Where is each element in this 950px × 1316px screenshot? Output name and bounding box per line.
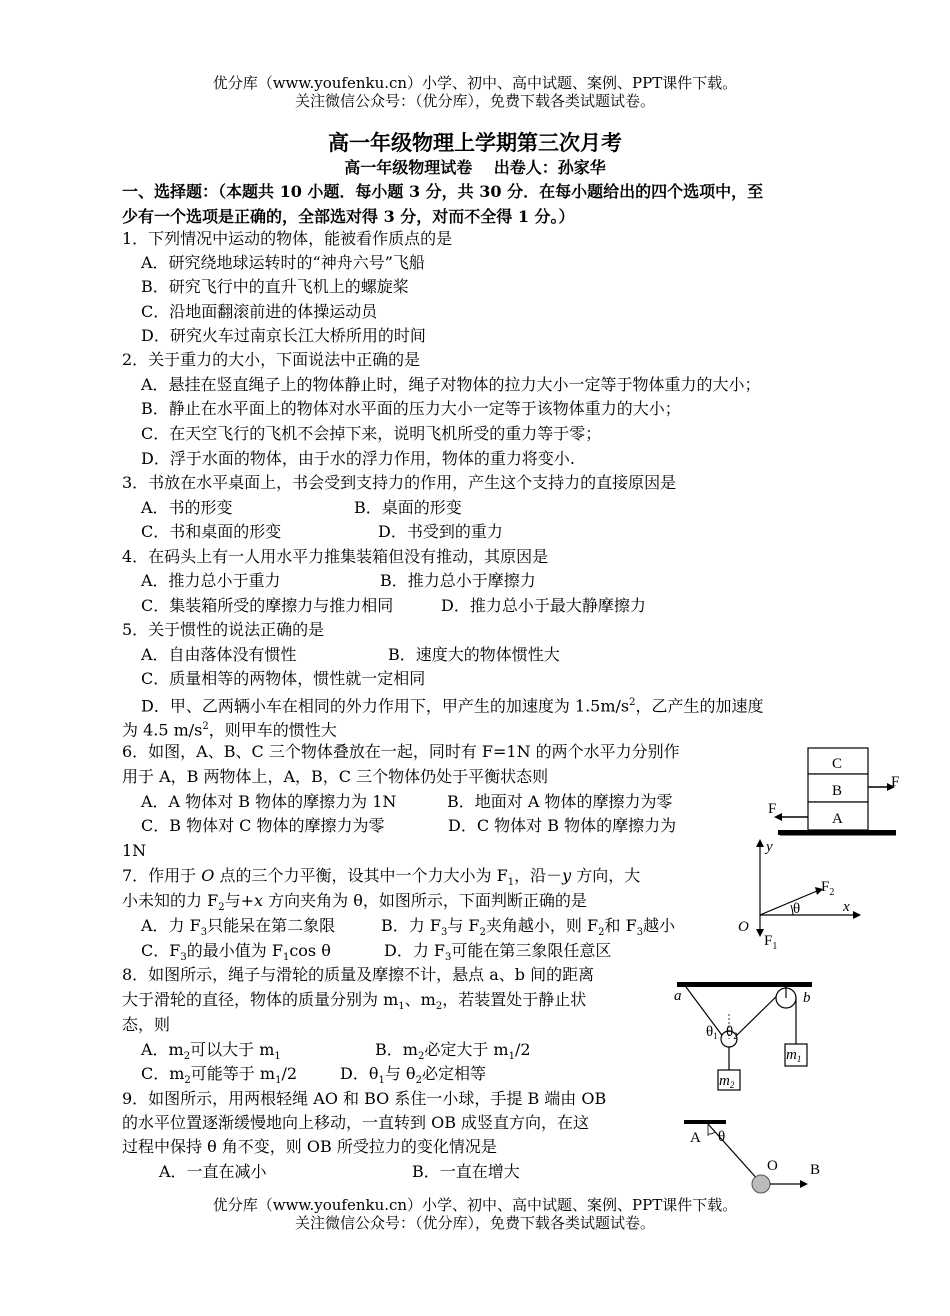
point-b-label: B xyxy=(810,1162,821,1178)
q5-stem: 5．关于惯性的说法正确的是 xyxy=(122,620,325,639)
q3-option-b: B．桌面的形变 xyxy=(354,498,462,517)
q3-option-a: A．书的形变 xyxy=(141,498,233,517)
m2-label: $m_2$ xyxy=(719,1073,735,1090)
q2-stem: 2．关于重力的大小，下面说法中正确的是 xyxy=(122,350,421,369)
f2-label: $F_2$ xyxy=(821,879,835,898)
q2-option-d: D．浮于水面的物体，由于水的浮力作用，物体的重力将变小. xyxy=(141,449,575,468)
q2-option-a: A．悬挂在竖直绳子上的物体静止时，绳子对物体的拉力大小一定等于物体重力的大小； xyxy=(141,375,761,394)
q4-option-b: B．推力总小于摩擦力 xyxy=(380,571,536,590)
q8-option-d: D．$\theta_1$与 $\theta_2$必定相等 xyxy=(340,1064,486,1087)
q6-option-b: B．地面对 A 物体的摩擦力为零 xyxy=(447,792,673,811)
f1-label: $F_1$ xyxy=(764,933,778,952)
m1-label: $m_1$ xyxy=(786,1047,802,1064)
q8-option-b: B．$m_2$必定大于 $m_1/2$ xyxy=(375,1040,531,1063)
q6-stem-2: 用于 A，B 两物体上，A，B，C 三个物体仍处于平衡状态则 xyxy=(122,767,549,786)
y-axis-label: y xyxy=(766,839,773,855)
point-b-label: b xyxy=(803,990,811,1006)
point-a-label: a xyxy=(674,988,682,1004)
q6-stacked-blocks-figure xyxy=(760,742,910,842)
q6-option-a: A．A 物体对 B 物体的摩擦力为 1N xyxy=(141,792,397,811)
q5-option-a: A．自由落体没有惯性 xyxy=(141,645,297,664)
section-instructions-1: 一、选择题：（本题共 10 小题．每小题 3 分，共 30 分．在每小题给出的四个选项中，至 xyxy=(122,182,764,201)
q5-option-d: D．甲、乙两辆小车在相同的外力作用下，甲产生的加速度为 $1.5m/s^2$，乙产生的加速度 xyxy=(141,696,764,716)
q9-stem-2: 的水平位置逐渐缓慢地向上移动，一直转到 OB 成竖直方向，在这 xyxy=(122,1113,590,1132)
q7-option-c: C．$F_3$的最小值为 $F_1\cos$ θ xyxy=(141,941,331,964)
q1-option-d: D．研究火车过南京长江大桥所用的时间 xyxy=(141,326,426,345)
q6-stem-1: 6．如图，A、B、C 三个物体叠放在一起，同时有 F=1N 的两个水平力分别作 xyxy=(122,742,680,761)
q8-option-c: C．$m_2$可能等于 $m_1/2$ xyxy=(141,1064,298,1087)
q2-option-b: B．静止在水平面上的物体对水平面的压力大小一定等于该物体重力的大小； xyxy=(141,399,681,418)
q9-rope-ball-figure xyxy=(680,1114,830,1199)
q8-stem-3: 态，则 xyxy=(122,1015,171,1034)
q9-option-b: B．一直在增大 xyxy=(412,1162,520,1181)
theta1-label: $\theta_1$ xyxy=(706,1024,718,1041)
q7-force-axes-figure xyxy=(735,833,865,953)
q7-stem-2: 小未知的力 $F_2$与+x 方向夹角为 θ，如图所示，下面判断正确的是 xyxy=(122,891,587,914)
q7-option-d: D．力 $F_3$可能在第三象限任意区 xyxy=(384,941,612,964)
q6-option-c: C．B 物体对 C 物体的摩擦力为零 xyxy=(141,816,385,835)
point-a-label: A xyxy=(690,1130,701,1146)
q5-option-d-cont: 为 4.5 $m/s^2$，则甲车的惯性大 xyxy=(122,720,337,740)
exam-subtitle: 高一年级物理试卷 出卷人：孙家华 xyxy=(344,158,606,177)
q8-stem-2: 大于滑轮的直径，物体的质量分别为 $m_1$、$m_2$，若装置处于静止状 xyxy=(122,990,587,1013)
force-f-left-label: F xyxy=(768,801,777,817)
point-o-label: O xyxy=(767,1158,778,1174)
q1-stem: 1．下列情况中运动的物体，能被看作质点的是 xyxy=(122,229,453,248)
q1-option-a: A．研究绕地球运转时的“神舟六号”飞船 xyxy=(141,253,425,272)
q3-option-c: C．书和桌面的形变 xyxy=(141,522,282,541)
q3-stem: 3．书放在水平桌面上，书会受到支持力的作用，产生这个支持力的直接原因是 xyxy=(122,473,677,492)
theta-label: θ xyxy=(718,1129,726,1145)
force-f-right-label: F xyxy=(891,774,900,790)
q8-option-a: A．$m_2$可以大于 $m_1$ xyxy=(141,1040,281,1063)
q5-option-c: C．质量相等的两物体，惯性就一定相同 xyxy=(141,669,426,688)
theta2-label: $\theta_2$ xyxy=(726,1024,738,1041)
origin-label: O xyxy=(738,919,749,935)
q7-stem-1: 7．作用于 O 点的三个力平衡，设其中一个力大小为 $F_1$，沿－y 方向，大 xyxy=(122,866,641,889)
q6-option-d: D．C 物体对 B 物体的摩擦力为 xyxy=(448,816,677,835)
section-instructions-2: 少有一个选项是正确的，全部选对得 3 分，对而不全得 1 分。） xyxy=(122,207,575,226)
q3-option-d: D．书受到的重力 xyxy=(378,522,503,541)
q4-option-c: C．集装箱所受的摩擦力与推力相同 xyxy=(141,596,394,615)
q6-option-d-cont: 1N xyxy=(122,841,147,860)
header-line-2: 关注微信公众号：（优分库），免费下载各类试题试卷。 xyxy=(294,92,655,110)
q8-pulley-figure xyxy=(672,974,822,1104)
block-c-label: C xyxy=(832,756,843,772)
header-line-1: 优分库（www.youfenku.cn）小学、初中、高中试题、案例、PPT课件下载。 xyxy=(212,74,738,92)
q7-option-b: B．力 $F_3$与 $F_2$夹角越小，则 $F_2$和 $F_3$越小 xyxy=(381,916,676,939)
q5-option-b: B．速度大的物体惯性大 xyxy=(388,645,560,664)
q1-option-b: B．研究飞行中的直升飞机上的螺旋桨 xyxy=(141,277,409,296)
exam-title: 高一年级物理上学期第三次月考 xyxy=(328,130,622,155)
q1-option-c: C．沿地面翻滚前进的体操运动员 xyxy=(141,302,378,321)
footer-line-2: 关注微信公众号：（优分库），免费下载各类试题试卷。 xyxy=(294,1214,655,1232)
q9-stem-3: 过程中保持 θ 角不变，则 OB 所受拉力的变化情况是 xyxy=(122,1137,497,1156)
q9-stem-1: 9．如图所示，用两根轻绳 AO 和 BO 系住一小球，手提 B 端由 OB xyxy=(122,1089,607,1108)
x-axis-label: x xyxy=(843,899,850,915)
q4-option-d: D．推力总小于最大静摩擦力 xyxy=(441,596,646,615)
theta-label: θ xyxy=(793,901,801,917)
q7-option-a: A．力 $F_3$只能呆在第二象限 xyxy=(141,916,336,939)
q9-option-a: A．一直在减小 xyxy=(159,1162,267,1181)
q4-stem: 4．在码头上有一人用水平力推集装箱但没有推动，其原因是 xyxy=(122,547,549,566)
block-b-label: B xyxy=(832,783,843,799)
block-a-label: A xyxy=(832,811,843,827)
q4-option-a: A．推力总小于重力 xyxy=(141,571,281,590)
q8-stem-1: 8．如图所示，绳子与滑轮的质量及摩擦不计，悬点 a、b 间的距离 xyxy=(122,965,595,984)
footer-line-1: 优分库（www.youfenku.cn）小学、初中、高中试题、案例、PPT课件下载。 xyxy=(212,1196,738,1214)
q2-option-c: C．在天空飞行的飞机不会掉下来，说明飞机所受的重力等于零； xyxy=(141,424,602,443)
